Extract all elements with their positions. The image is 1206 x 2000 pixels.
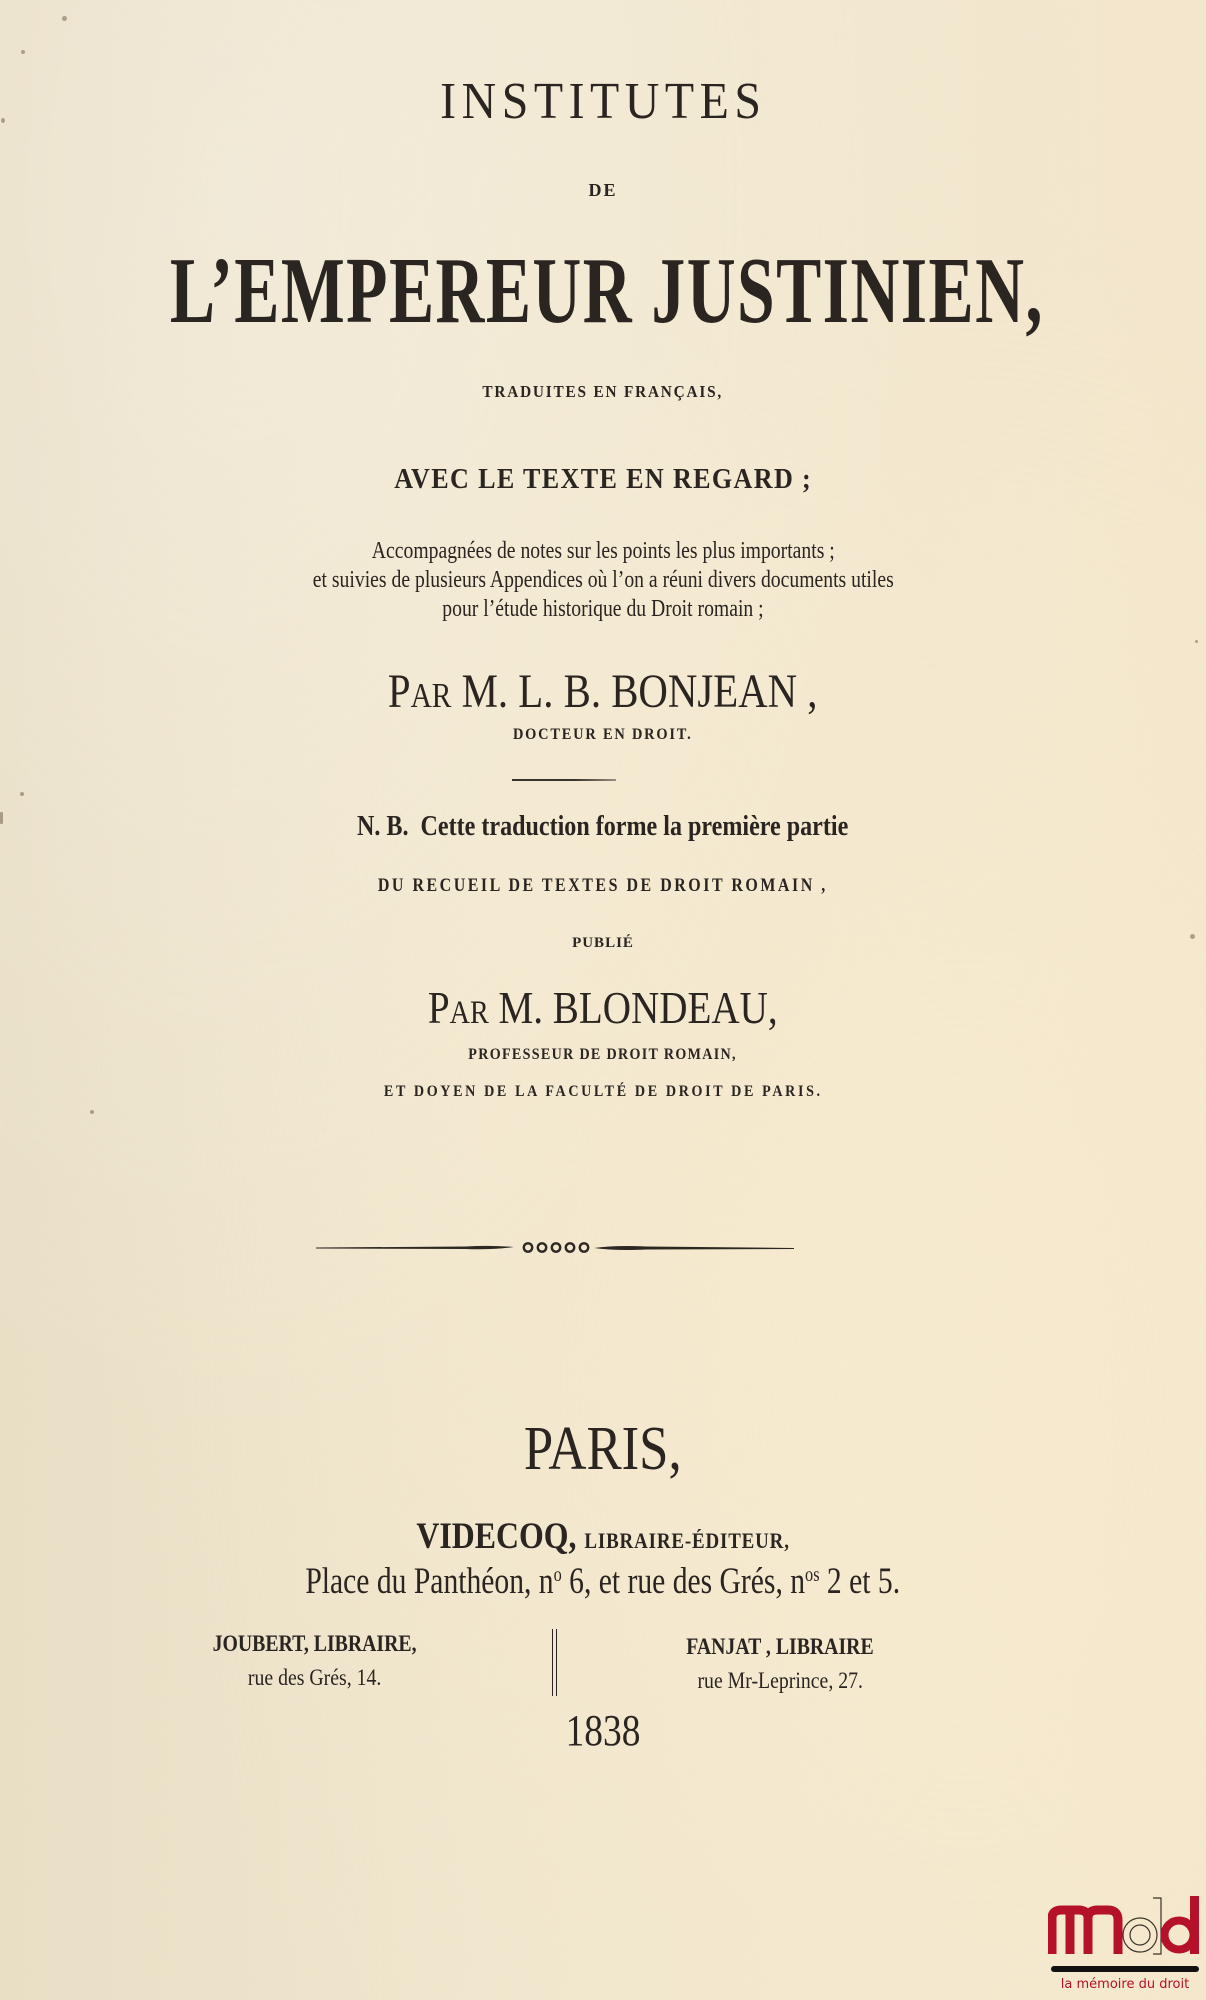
main-title-text: L’EMPEREUR JUSTINIEN, [169, 239, 1044, 343]
publisher-address [0, 1563, 1206, 1600]
title-text: INSTITUTES [439, 73, 767, 130]
paper-speck [21, 50, 25, 54]
published-label: PUBLIÉ [572, 935, 634, 951]
address-superscript: os [805, 1563, 820, 1586]
subtitle [0, 383, 1206, 400]
author-prefix-rest: AR [410, 677, 452, 715]
publication-year-text: 1838 [565, 1706, 641, 1755]
address-text: 6, et rue des Grés, n [562, 1561, 806, 1602]
bookseller-right-name-text: FANJAT , LIBRAIRE [686, 1634, 874, 1659]
logo-tagline: la mémoire du droit [1060, 1977, 1190, 1992]
description-text: Accompagnées de notes sur les points les plus importants ; [371, 538, 835, 564]
paper-speck [1195, 640, 1198, 643]
author-title-text: DOCTEUR EN DROIT. [513, 726, 693, 743]
main-title [0, 239, 1206, 343]
editor-title-1-text: PROFESSEUR DE DROIT ROMAIN, [468, 1046, 738, 1063]
paper-speck [20, 792, 24, 796]
subtitle-text: TRADUITES EN FRANÇAIS, [482, 382, 724, 401]
editor-prefix-rest: AR [449, 994, 489, 1031]
divider-rule [512, 779, 616, 781]
description-text: pour l’étude historique du Droit romain ; [442, 596, 764, 622]
publisher-line [0, 1518, 1206, 1555]
bookseller-left-name-text: JOUBERT, LIBRAIRE, [213, 1631, 417, 1656]
address-superscript: o [553, 1563, 563, 1586]
title-connector: DE [588, 180, 618, 200]
column-separator [552, 1629, 557, 1696]
publisher-name: VIDECOQ, [416, 1516, 577, 1557]
description-line-3 [0, 597, 1206, 621]
bookseller-right-address [620, 1669, 940, 1692]
subtitle-2-text: AVEC LE TEXTE EN REGARD ; [394, 463, 812, 495]
title-institutes [0, 73, 1206, 130]
subtitle-2 [0, 465, 1206, 494]
bookseller-right-name [620, 1635, 940, 1658]
editor-name: M. BLONDEAU, [498, 982, 778, 1033]
editor-title-1 [0, 1047, 1206, 1063]
editor-prefix-initial: P [428, 982, 450, 1033]
publisher-role: LIBRAIRE-ÉDITEUR, [584, 1528, 790, 1553]
imprint-city [0, 1415, 1206, 1483]
editor-title-2-text: ET DOYEN DE LA FACULTÉ DE DROIT DE PARIS. [383, 1083, 823, 1100]
editor-line [0, 982, 1206, 1033]
bookseller-left-address [150, 1666, 480, 1689]
bookseller-right-address-text: rue Mr-Leprince, 27. [697, 1668, 863, 1693]
author-name: M. L. B. BONJEAN , [461, 665, 818, 718]
description-text: et suivies de plusieurs Appendices où l’on a réuni divers documents utiles [312, 567, 894, 593]
note-text: N. B. Cette traduction forme la première partie [357, 811, 849, 842]
author-line [0, 665, 1206, 718]
editor-title-2 [0, 1084, 1206, 1100]
address-text: 2 et 5. [819, 1561, 901, 1602]
imprint-city-text: PARIS, [524, 1415, 682, 1483]
collection-line [0, 876, 1206, 895]
ornament-divider-icon [316, 1238, 794, 1258]
author-prefix-initial: P [388, 665, 411, 718]
author-title [0, 727, 1206, 743]
description-line-1 [0, 539, 1206, 563]
publication-year [0, 1706, 1206, 1755]
paper-speck [90, 1110, 94, 1114]
paper-speck [62, 16, 67, 21]
bookseller-left-address-text: rue des Grés, 14. [248, 1665, 382, 1690]
note-line [0, 813, 1206, 841]
collection-text: DU RECUEIL DE TEXTES DE DROIT ROMAIN , [378, 875, 828, 896]
description-line-2 [0, 568, 1206, 592]
bookseller-left-name [150, 1632, 480, 1655]
address-text: Place du Panthéon, n [305, 1561, 554, 1602]
